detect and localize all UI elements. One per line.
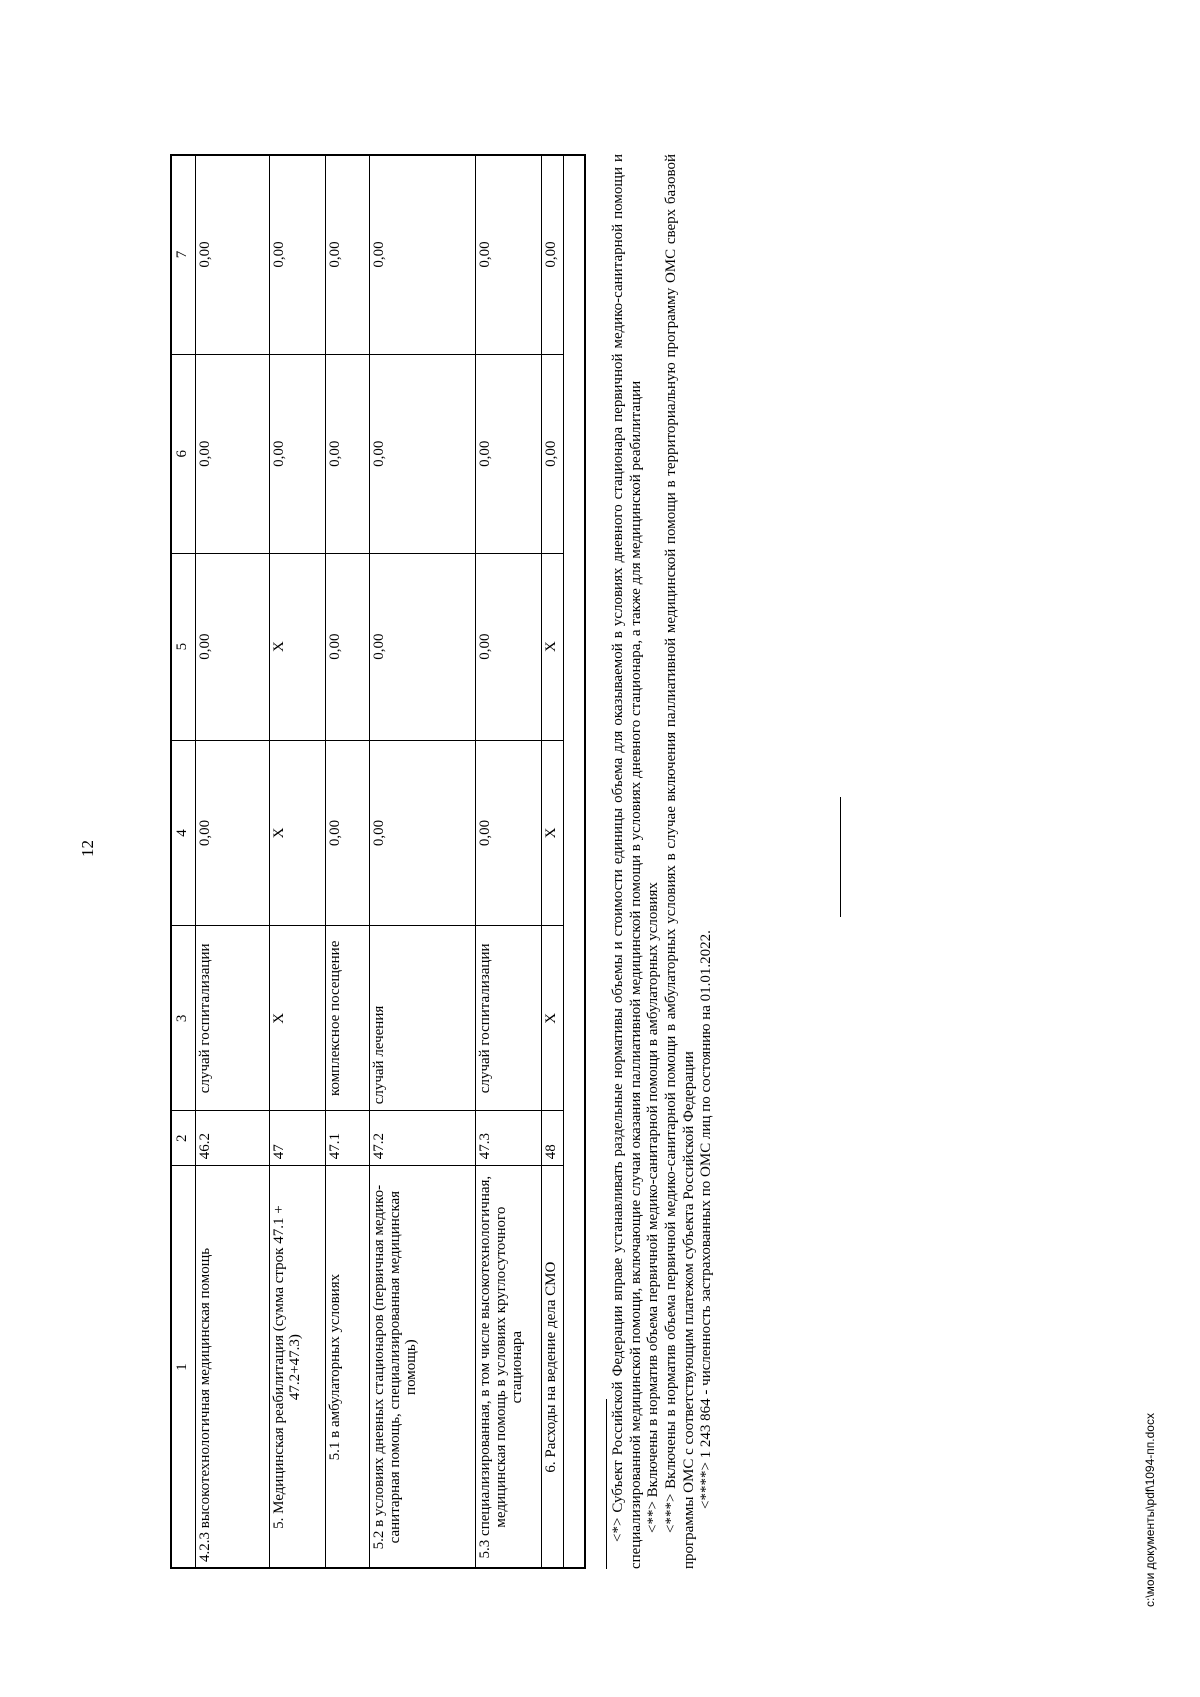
row-value: 0,00	[370, 354, 476, 553]
file-path: c:\мои документы\pdf\1094-пп.docx	[1143, 1413, 1157, 1607]
row-value: Х	[270, 740, 326, 926]
row-value: 0,00	[326, 553, 370, 740]
header-cell: 1	[171, 1166, 196, 1569]
row-value: 0,00	[476, 155, 542, 355]
row-value: 0,00	[270, 155, 326, 355]
header-cell: 2	[171, 1111, 196, 1166]
row-unit: Х	[270, 926, 326, 1111]
row-value: 0,00	[476, 354, 542, 553]
row-value: 0,00	[196, 740, 270, 926]
footnote-separator	[606, 1399, 607, 1569]
row-unit: комплексное посещение	[326, 926, 370, 1111]
row-value: 0,00	[370, 553, 476, 740]
row-value: 0,00	[326, 354, 370, 553]
header-cell: 6	[171, 354, 196, 553]
table-row	[476, 155, 542, 1569]
footnote-1: <*> Субъект Российской Федерации вправе устанавливать раздельные нормативы объемы и стоимости единицы объема для оказываемой в условиях дневного стационара первичной медико-санитарной помощи и специализированной медицинской помощи, включающие случаи оказания паллиативной медицинской помощи в условиях дневного стационара, а также для медицинской реабилитации	[610, 154, 644, 1569]
row-name: 4.2.3 высокотехнологичная медицинская помощь	[196, 1166, 270, 1569]
row-value: 0,00	[196, 354, 270, 553]
header-cell: 3	[171, 926, 196, 1111]
footnotes	[606, 154, 716, 1569]
row-code: 47.2	[370, 1111, 476, 1166]
page-number: 12	[78, 840, 97, 857]
row-code: 46.2	[196, 1111, 270, 1166]
row-name: 5.1 в амбулаторных условиях	[326, 1166, 370, 1569]
end-separator-line	[840, 797, 841, 917]
row-value: 0,00	[196, 155, 270, 355]
row-name: 5.3 специализированная, в том числе высокотехнологичная, медицинская помощь в условиях круглосуточного стационара	[476, 1166, 542, 1569]
row-name: 5.2 в условиях дневных стационаров (первичная медико-санитарная помощь, специализированная медицинская помощь)	[370, 1166, 476, 1569]
table-row	[326, 155, 370, 1569]
row-code: 47.3	[476, 1111, 542, 1166]
row-value: 0,00	[270, 354, 326, 553]
table-row	[542, 155, 564, 1569]
row-name: 5. Медицинская реабилитация (сумма строк 47.1 + 47.2+47.3)	[270, 1166, 326, 1569]
row-value: 0,00	[370, 155, 476, 355]
row-value: Х	[542, 740, 564, 926]
row-value: 0,00	[542, 155, 564, 355]
row-value: 0,00	[542, 354, 564, 553]
table-header-row	[171, 155, 196, 1569]
row-name: 6. Расходы на ведение дела СМО	[542, 1166, 564, 1569]
table-row	[196, 155, 270, 1569]
row-value: 0,00	[196, 553, 270, 740]
row-value: 0,00	[476, 553, 542, 740]
table-row	[270, 155, 326, 1569]
row-value: 0,00	[476, 740, 542, 926]
row-code: 48	[542, 1111, 564, 1166]
header-cell: 5	[171, 553, 196, 740]
row-unit: случай лечения	[370, 926, 476, 1111]
row-value: 0,00	[370, 740, 476, 926]
row-code: 47	[270, 1111, 326, 1166]
row-value: 0,00	[326, 740, 370, 926]
header-cell: 7	[171, 155, 196, 355]
footnote-4: <****> 1 243 864 - численность застрахованных по ОМС лиц по состоянию на 01.01.2022.	[698, 930, 715, 1509]
data-table	[170, 154, 564, 1569]
row-code: 47.1	[326, 1111, 370, 1166]
row-value: Х	[270, 553, 326, 740]
row-unit: случай госпитализации	[476, 926, 542, 1111]
footnote-3: <***> Включены в норматив объема первичной медико-санитарной помощи в амбулаторных условиях в случае включения паллиативной медицинской помощи в территориальную программу ОМС сверх базовой программы ОМС с соответствующим платежом субъекта Российской Федерации	[663, 154, 697, 1569]
table-row	[370, 155, 476, 1569]
row-value: Х	[542, 553, 564, 740]
footnote-2: <**> Включены в норматив объема первичной медико-санитарной помощи в амбулаторных условиях	[645, 882, 662, 1533]
header-cell: 4	[171, 740, 196, 926]
row-value: 0,00	[326, 155, 370, 355]
row-unit: случай госпитализации	[196, 926, 270, 1111]
row-unit: Х	[542, 926, 564, 1111]
